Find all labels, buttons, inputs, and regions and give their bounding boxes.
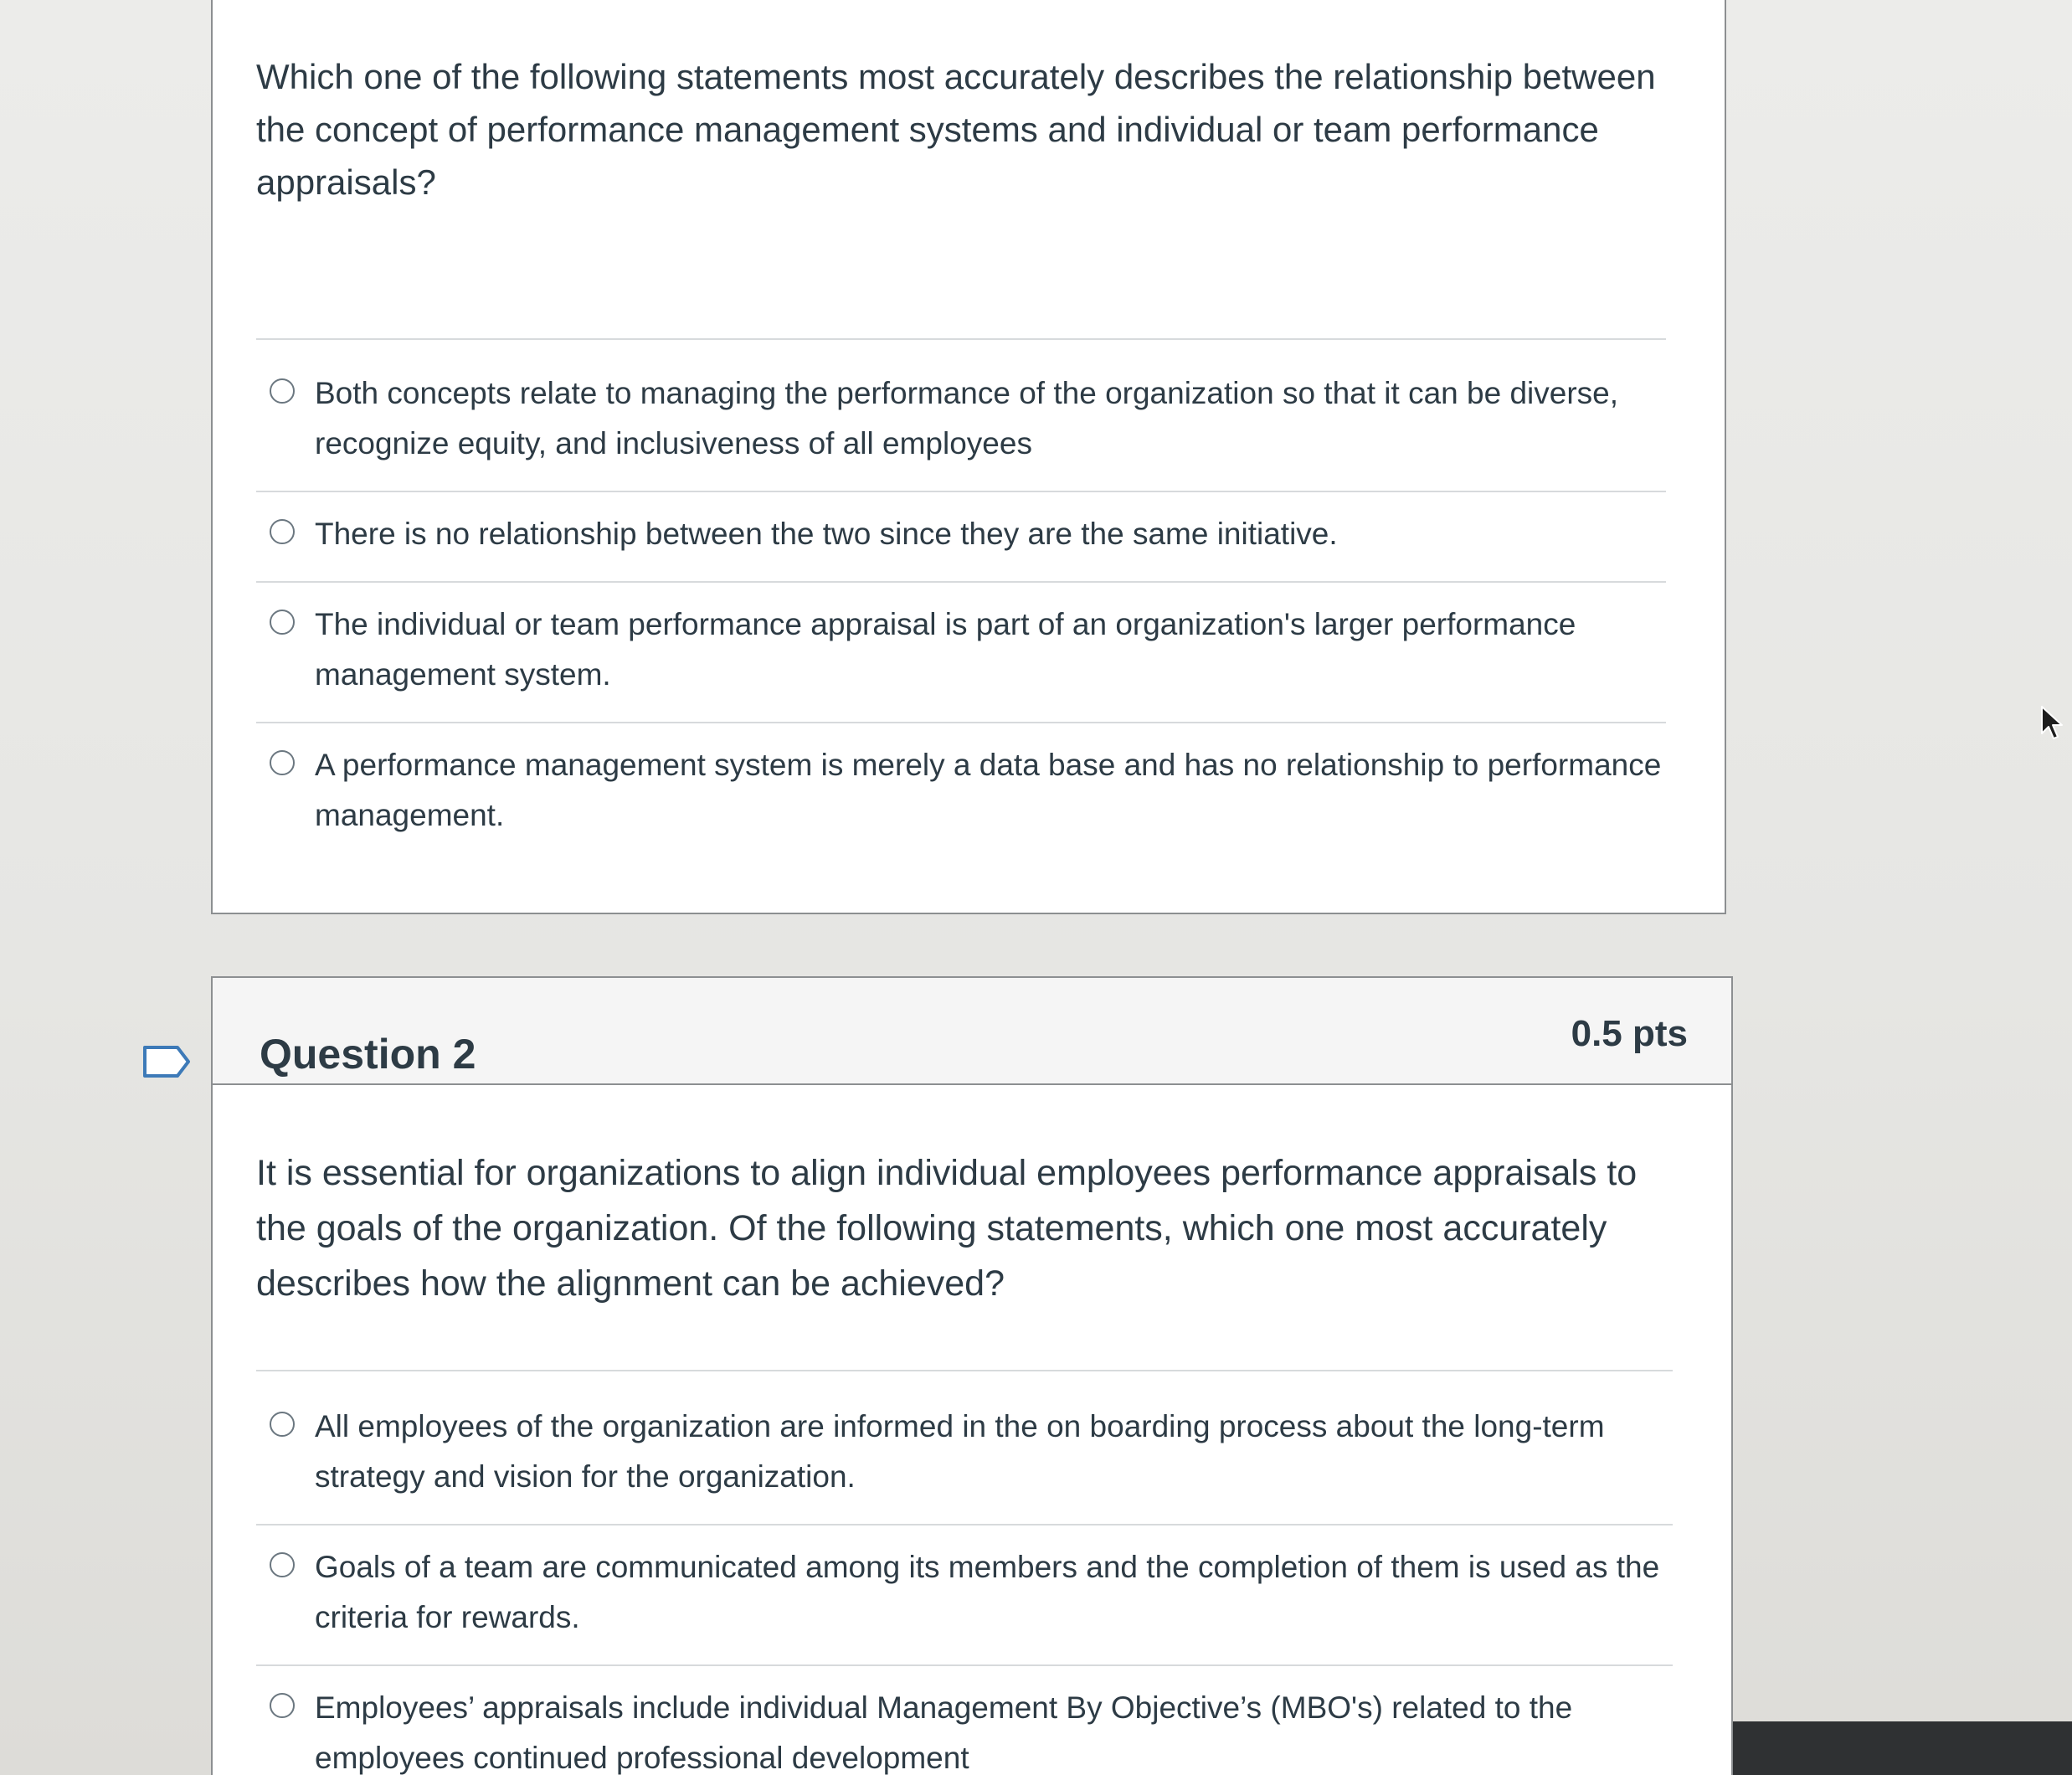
- answer-label: Both concepts relate to managing the performance of the organization so that it can be diverse, recognize equity, and inclusiveness of all employees: [315, 376, 1618, 460]
- question-1-card: [211, 0, 1726, 914]
- question-2-answers: [256, 1385, 1673, 1775]
- radio-unselected-icon[interactable]: [270, 378, 295, 404]
- question-2-divider: [256, 1370, 1673, 1371]
- answer-option[interactable]: [256, 492, 1666, 583]
- radio-unselected-icon[interactable]: [270, 750, 295, 775]
- answer-label: Goals of a team are communicated among its members and the completion of them is used as the criteria for rewards.: [315, 1550, 1660, 1634]
- question-1-answers: [256, 352, 1666, 862]
- radio-unselected-icon[interactable]: [270, 1552, 295, 1577]
- radio-unselected-icon[interactable]: [270, 519, 295, 544]
- radio-unselected-icon[interactable]: [270, 610, 295, 635]
- question-1-divider: [256, 338, 1666, 340]
- bottom-dark-bar: [1733, 1721, 2072, 1775]
- answer-label: All employees of the organization are informed in the on boarding process about the long-term strategy and vision for the organization.: [315, 1409, 1605, 1494]
- answer-label: Employees’ appraisals include individual Management By Objective’s (MBO's) related to the employees continued professional development: [315, 1690, 1573, 1775]
- answer-option[interactable]: [256, 1525, 1673, 1666]
- answer-option[interactable]: [256, 1385, 1673, 1525]
- question-2-title: Question 2: [260, 1031, 476, 1078]
- answer-option[interactable]: [256, 352, 1666, 492]
- answer-label: There is no relationship between the two since they are the same initiative.: [315, 517, 1338, 551]
- answer-option[interactable]: [256, 583, 1666, 723]
- answer-label: A performance management system is merely a data base and has no relationship to performance management.: [315, 748, 1662, 832]
- question-2-card: [211, 976, 1733, 1775]
- mouse-pointer-icon: [2040, 705, 2065, 743]
- answer-option[interactable]: [256, 1666, 1673, 1775]
- question-2-header: [213, 978, 1731, 1085]
- question-1-text: Which one of the following statements most accurately describes the relationship between the concept of performance management systems and individual or team performance appraisals?: [256, 57, 1656, 202]
- answer-option[interactable]: [256, 723, 1666, 862]
- answer-label: The individual or team performance appraisal is part of an organization's larger performance management system.: [315, 607, 1576, 692]
- radio-unselected-icon[interactable]: [270, 1693, 295, 1718]
- radio-unselected-icon[interactable]: [270, 1412, 295, 1437]
- question-2-text: It is essential for organizations to align individual employees performance appraisals to the goals of the organization. Of the following statements, which one most accurately describes how the alignment can be achieved?: [256, 1153, 1638, 1304]
- flag-question-icon[interactable]: [142, 1045, 191, 1078]
- question-2-points: 0.5 pts: [1571, 1013, 1688, 1054]
